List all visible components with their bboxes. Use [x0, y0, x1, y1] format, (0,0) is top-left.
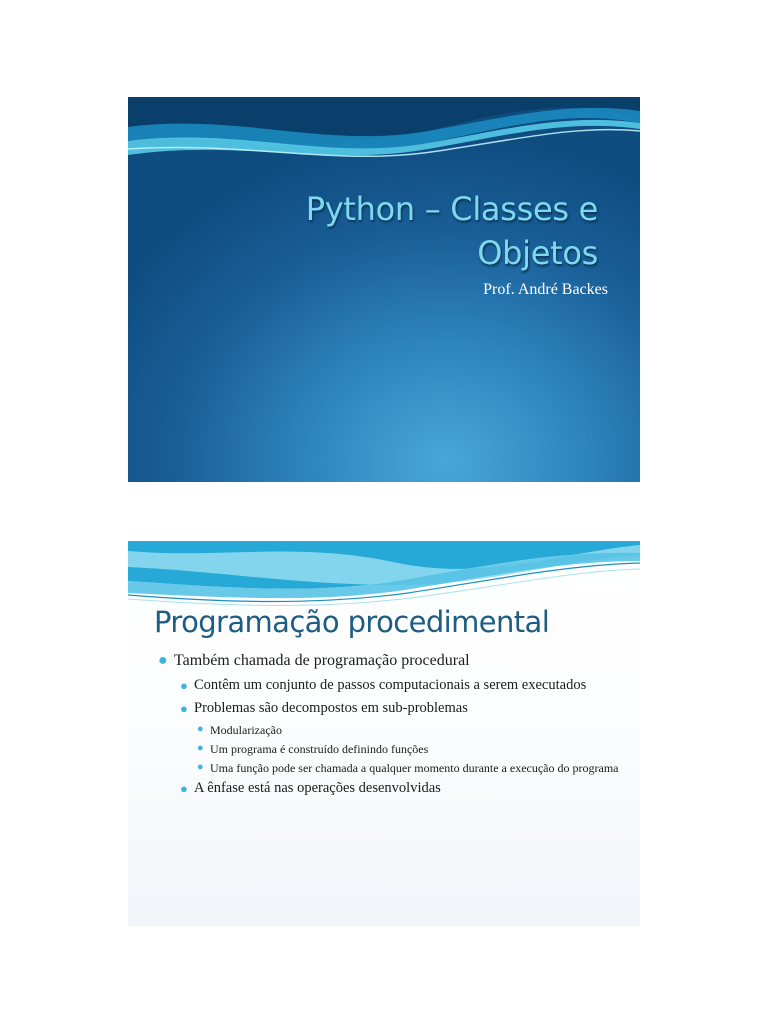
content-slide [128, 541, 640, 926]
wave-decoration [128, 97, 640, 177]
bullet-icon: ● [158, 652, 168, 669]
list-item: ● Modularização [197, 723, 282, 737]
author-subtitle: Prof. André Backes [483, 281, 608, 298]
bullet-icon: ● [197, 742, 204, 754]
wave-decoration [128, 541, 640, 611]
list-item: ● Uma função pode ser chamada a qualquer momento durante a execução do programa [197, 761, 619, 775]
list-item: ● Também chamada de programação procedural [158, 652, 470, 669]
bullet-icon: ● [197, 761, 204, 773]
bullet-icon: ● [180, 701, 188, 716]
list-item: ● Problemas são decompostos em sub-problemas [180, 700, 468, 716]
list-item: ● Um programa é construído definindo funções [197, 742, 429, 756]
bullet-icon: ● [197, 723, 204, 735]
title-slide [128, 97, 640, 482]
list-item: ● A ênfase está nas operações desenvolvidas [180, 780, 441, 796]
slide-title: Programação procedimental [154, 605, 550, 639]
slide-title [306, 187, 598, 275]
bullet-icon: ● [180, 678, 188, 693]
title-line-2: Objetos [477, 234, 598, 272]
bullet-list [160, 651, 624, 802]
title-line-1: Python – Classes e [305, 190, 598, 228]
bullet-icon: ● [180, 781, 188, 796]
list-item: ● Contêm um conjunto de passos computacionais a serem executados [180, 677, 587, 693]
